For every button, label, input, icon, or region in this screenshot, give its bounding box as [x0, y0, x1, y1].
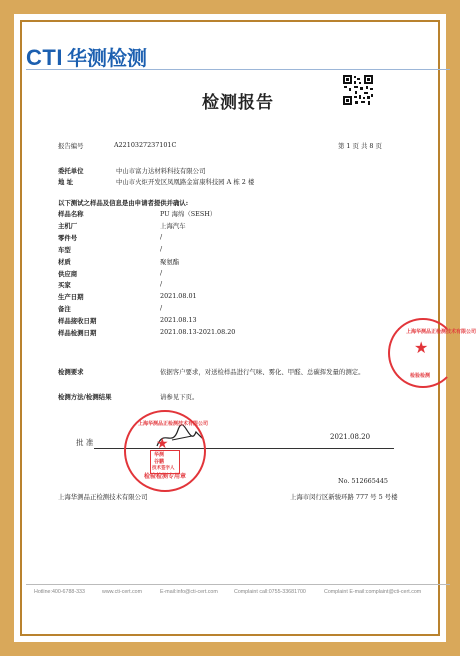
- edge-seal-star-icon: ★: [414, 338, 429, 357]
- sample-row-value: 上海汽车: [160, 221, 186, 230]
- approval-date: 2021.08.20: [330, 433, 371, 441]
- client-address: 中山市火炬开发区凤凰路金富康科技园 A 栋 2 楼: [116, 178, 255, 186]
- methods-value: 请参见下页。: [160, 393, 199, 401]
- footer-email: E-mail:info@cti-cert.com: [160, 589, 218, 595]
- report-no: A2210327237101C: [114, 141, 177, 149]
- report-title: 检测报告: [202, 93, 274, 113]
- client-name-label: 委托单位: [58, 167, 84, 175]
- sample-row-label: 主机厂: [58, 221, 78, 230]
- certificate-number: No. 512665445: [338, 477, 388, 485]
- footer-web: www.cti-cert.com: [102, 589, 143, 595]
- sample-row-value: /: [160, 304, 163, 313]
- sample-row-value: /: [160, 244, 163, 253]
- sample-row-label: 零件号: [58, 233, 78, 242]
- logo-latin: CTI: [26, 45, 63, 70]
- sample-row-label: 样品接收日期: [58, 317, 97, 326]
- sample-row-label: 样品名称: [58, 210, 84, 218]
- sample-row-label: 供应商: [58, 269, 78, 278]
- sample-row-value: 聚氨酯: [160, 257, 180, 266]
- client-address-label: 地 址: [58, 178, 74, 186]
- sample-row-value: /: [160, 268, 163, 277]
- sample-row-label: 车型: [58, 245, 71, 254]
- footer-hotline: Hotline:400-6788-333: [34, 589, 85, 595]
- sample-row-label: 生产日期: [58, 293, 84, 302]
- signatory-stamp-line1: 华测: [154, 452, 165, 458]
- requirements-label: 检测要求: [58, 368, 84, 376]
- sample-row-value: 2021.08.01: [160, 292, 197, 301]
- sample-row-label: 样品检测日期: [58, 329, 97, 337]
- edge-seal-band: 检验检测: [410, 373, 431, 379]
- sample-row-value: /: [160, 280, 163, 289]
- footer-complaint-email: Complaint E-mail:complaint@cti-cert.com: [324, 589, 422, 595]
- sample-row-value: 2021.08.13-2021.08.20: [160, 328, 236, 336]
- client-name: 中山市富力达材料科技有限公司: [116, 167, 206, 175]
- page-info: 第 1 页 共 8 页: [338, 142, 382, 150]
- signatory-stamp-line3: 技术签字人: [152, 466, 175, 471]
- footer-divider: [26, 584, 450, 585]
- logo-chinese: 华测检测: [66, 48, 147, 70]
- seal-star-icon: ★: [156, 436, 169, 452]
- sample-row-value: PU 海绵（SESH）: [160, 210, 217, 218]
- signatory-stamp-line2: 谷鹏: [154, 459, 165, 465]
- edge-seal-ring: 上海华测品正检测技术有限公司: [406, 329, 476, 335]
- sample-row-value: 2021.08.13: [160, 316, 197, 325]
- sample-row-value: /: [160, 232, 163, 241]
- approval-label: 批 准: [76, 438, 94, 447]
- header-divider: [26, 69, 450, 70]
- sample-row-label: 材质: [58, 257, 71, 266]
- methods-label: 检测方法/检测结果: [58, 393, 112, 401]
- sample-row-label: 买家: [58, 281, 71, 290]
- cti-logo: [26, 42, 147, 71]
- footer-complaint-call: Complaint call:0755-33681700: [234, 589, 306, 595]
- sample-intro: 以下测试之样品及信息是由申请者提供并确认:: [58, 199, 189, 207]
- bottom-address: 上海市闵行区新骏环路 777 号 5 号楼: [290, 493, 398, 501]
- sample-row-label: 备注: [58, 305, 71, 314]
- report-no-label: 报告编号: [58, 142, 84, 150]
- seal-band-text: 检验检测专用章: [144, 473, 187, 480]
- requirements-value: 依据客户要求，对送检样品进行气味、雾化、甲醛、总碳挥发量的测定。: [160, 368, 365, 376]
- seal-ring-text: 上海华测品正检测技术有限公司: [138, 421, 209, 427]
- bottom-company: 上海华测品正检测技术有限公司: [58, 493, 148, 501]
